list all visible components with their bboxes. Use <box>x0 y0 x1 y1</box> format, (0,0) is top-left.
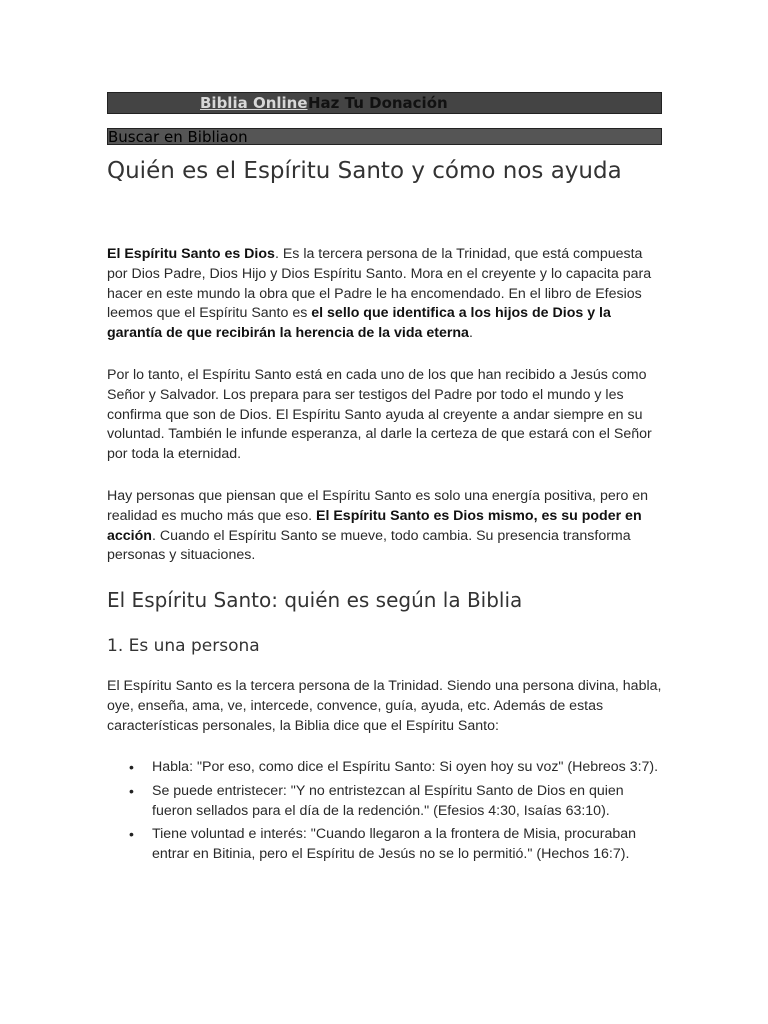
list-item <box>107 825 662 865</box>
list-item <box>107 758 662 778</box>
p3-bold-1: El Espíritu Santo es Dios mismo, es su poder en acción <box>107 507 642 544</box>
list-item <box>107 782 662 822</box>
bullet-icon: • <box>129 759 134 775</box>
list-item-text: Se puede entristecer: "Y no entristezcan al Espíritu Santo de Dios en quien fueron sellados para el día de la redención." (Efesios 4:30, Isaías 63:10). <box>152 782 624 819</box>
p1-bold-2: el sello que identifica a los hijos de Dios y la garantía de que recibirán la herencia de la vida eterna <box>107 305 611 342</box>
section-heading: El Espíritu Santo: quién es según la Biblia <box>107 588 523 612</box>
bullet-list <box>107 758 662 869</box>
subsection-heading: 1. Es una persona <box>107 636 260 656</box>
search-label: Buscar en Bibliaon <box>108 128 248 146</box>
biblia-online-link[interactable]: Biblia Online <box>200 94 308 112</box>
paragraph-2: Por lo tanto, el Espíritu Santo está en cada uno de los que han recibido a Jesús como Señor y Salvador. Los prepara para ser testigos del Padre por todo el mundo y les confirma que son de Dios. El Espíritu Santo ayuda al creyente a andar siempre en su voluntad. También le infunde esperanza, al darle la certeza de que estará con el Señor por toda la eternidad. <box>107 367 652 463</box>
paragraph-3 <box>107 487 662 566</box>
site-header-bar <box>107 92 662 114</box>
paragraph-1 <box>107 245 662 344</box>
list-item-text: Tiene voluntad e interés: "Cuando llegaron a la frontera de Misia, procuraban entrar en Bitinia, pero el Espíritu de Jesús no se lo permitió." (Hechos 16:7). <box>152 826 637 863</box>
p1-text-2: . <box>468 325 473 342</box>
p1-bold-1: El Espíritu Santo es Dios <box>107 246 275 262</box>
p3-text-2: . Cuando el Espíritu Santo se mueve, todo cambia. Su presencia transforma personas y situaciones. <box>107 527 631 564</box>
p3-text-1: Hay personas que piensan que el Espíritu Santo es solo una energía positiva, pero en realidad es mucho más que eso. <box>107 488 649 524</box>
bullet-icon: • <box>129 826 134 843</box>
donate-link[interactable]: Haz Tu Donación <box>308 94 448 112</box>
article-title: Quién es el Espíritu Santo y cómo nos ayuda <box>107 158 622 184</box>
list-item-text: Habla: "Por eso, como dice el Espíritu Santo: Si oyen hoy su voz" (Hebreos 3:7). <box>152 759 659 775</box>
paragraph-4: El Espíritu Santo es la tercera persona de la Trinidad. Siendo una persona divina, habla, oye, enseña, ama, ve, intercede, convence, guía, ayuda, etc. Además de estas características personales, la Biblia dice que el Espíritu Santo: <box>107 678 662 734</box>
bullet-icon: • <box>129 782 134 799</box>
p1-text-1: . Es la tercera persona de la Trinidad, que está compuesta por Dios Padre, Dios Hijo y Dios Espíritu Santo. Mora en el creyente y lo capacita para hacer en este mundo la obra que el Padre le ha encomendado. En el libro de Efesios leemos que el Espíritu Santo es <box>107 246 652 322</box>
search-bar[interactable] <box>107 128 662 145</box>
